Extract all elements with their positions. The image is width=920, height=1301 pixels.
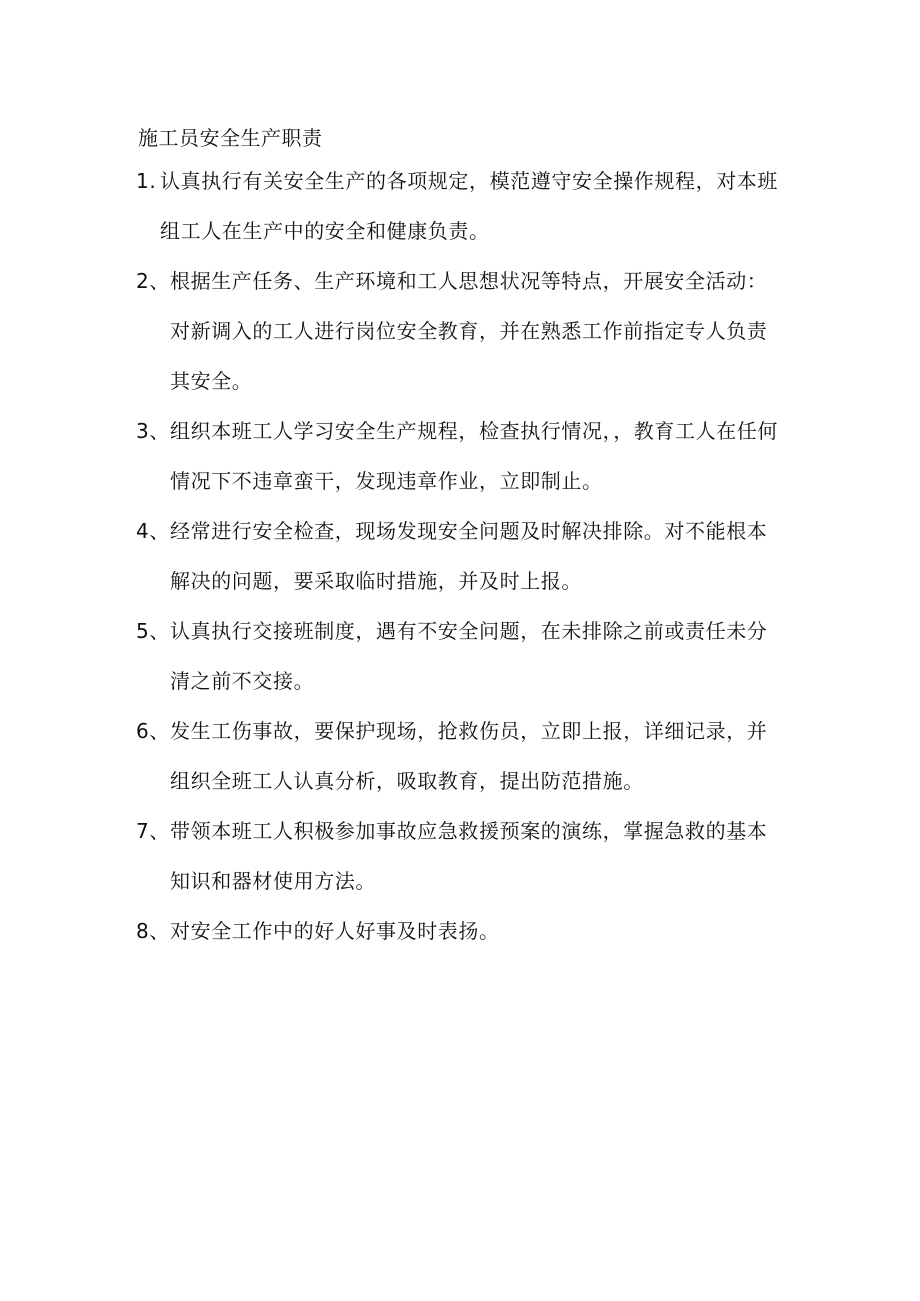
duty-text: 经常进行安全检查，现场发现安全问题及时解决排除。对不能根本解决的问题，要采取临时措施，并及时上报。 bbox=[170, 519, 768, 593]
document-title: 施工员安全生产职责 bbox=[138, 126, 323, 150]
duty-item-1 bbox=[136, 156, 786, 256]
duty-number: 6、 bbox=[136, 719, 170, 743]
duty-text: 认真执行有关安全生产的各项规定，模范遵守安全操作规程，对本班组工人在生产中的安全和健康负责。 bbox=[160, 169, 778, 243]
duty-list bbox=[136, 156, 786, 956]
duty-text: 对安全工作中的好人好事及时表扬。 bbox=[170, 919, 500, 943]
duty-item-2 bbox=[136, 256, 786, 406]
duty-number: 2、 bbox=[136, 269, 170, 293]
duty-number: 4、 bbox=[136, 519, 170, 543]
duty-text: 根据生产任务、生产环境和工人思想状况等特点，开展安全活动：对新调入的工人进行岗位安全教育，并在熟悉工作前指定专人负责其安全。 bbox=[170, 269, 768, 393]
duty-item-5 bbox=[136, 606, 786, 706]
duty-text: 发生工伤事故，要保护现场，抢救伤员，立即上报，详细记录，并组织全班工人认真分析，吸取教育，提出防范措施。 bbox=[170, 719, 768, 793]
duty-number: 5、 bbox=[136, 619, 170, 643]
duty-item-8 bbox=[136, 906, 786, 956]
duty-item-3 bbox=[136, 406, 786, 506]
duty-number: 1. bbox=[136, 169, 157, 193]
duty-text: 组织本班工人学习安全生产规程，检查执行情况，，教育工人在任何情况下不违章蛮干，发现违章作业，立即制止。 bbox=[170, 419, 778, 493]
duty-text: 认真执行交接班制度，遇有不安全问题，在未排除之前或责任未分清之前不交接。 bbox=[170, 619, 768, 693]
duty-item-4 bbox=[136, 506, 786, 606]
duty-number: 3、 bbox=[136, 419, 170, 443]
duty-item-7 bbox=[136, 806, 786, 906]
duty-text: 带领本班工人积极参加事故应急救援预案的演练，掌握急救的基本知识和器材使用方法。 bbox=[170, 819, 768, 893]
duty-number: 7、 bbox=[136, 819, 170, 843]
duty-number: 8、 bbox=[136, 919, 170, 943]
duty-item-6 bbox=[136, 706, 786, 806]
